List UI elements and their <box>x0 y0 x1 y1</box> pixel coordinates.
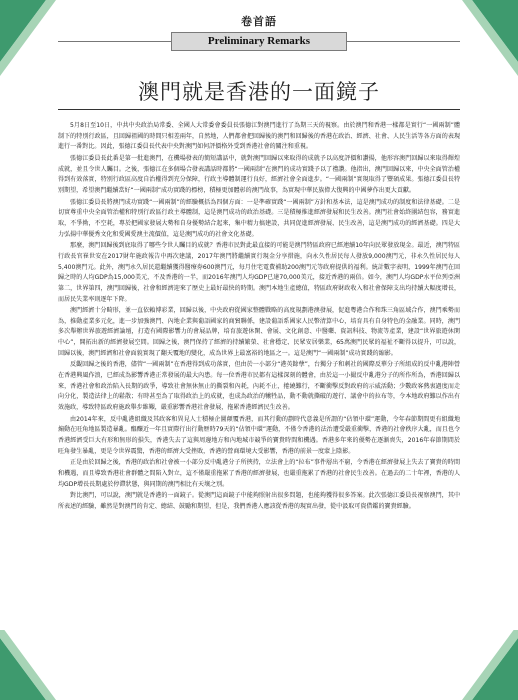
paragraph: 由2014年來，反中亂港組織及其政客和異見人士積極企圖顛覆香港，而其行動的劃時代意義是所謂的“佔領中環”運動，令年春節期間更有組織地煽動在旺角地區製造暴亂。醞釀近一年且實際行出行動歷時79天的“佔領中環”運動，不僅令香港的法治遭受嚴重衝擊，香港的社會秩序大亂，而且也令香港經濟受巨大有形和無形的損失，香港失去了這與周邊地方和內地城市競爭的寶貴時間和機遇。香港多年來的優勢在逐漸喪失，2016年春節期間於旺角發生暴亂，更是令世界震驚，香港的經濟大受挫敗，香港的營商環境大受影響，香港的前景一度蒙上陰影。 <box>58 415 460 455</box>
paragraph: 反觀回歸之後的香港，儘管“一國兩制”在香港得到成功落實，但由於一小部分“港英餘孽”，台獨分子和刺社的國際反華分子所組成的反中亂港陣營在香港興風作浪，已經成為影響香港正常發展的最大內患。每一位香港市民都有這樣深刻的體會，由於這一小撮反中亂港分子的所作所為，香港回歸以來，香港社會和政治陷入長期的政爭，導致社會無休無止的撕裂和內耗，內耗不止，捲繞難行，不斷衝擊反對政府的示威活動；少數政客熱衷過度而走向分化，製造法律上的鬆散；有時甚至為了取得政治上的成就，也成為政治的犧牲品，動不動就撕破的遊行、議會中的拉布等，令本地政府難以作出有效施政，導致特區政府施政舉步維艱，嚴重影響香港社會發展，拖累香港經濟民生改善。 <box>58 361 460 412</box>
title-divider <box>58 109 460 110</box>
section-label: 卷首語 <box>241 15 277 28</box>
paragraph: 澳門經濟十分畸形，並一直依賴博彩業，回歸以後，中央政府從國家整體戰略的高度規劃港澳發展，促進粵港合作和珠三角區域合作，澳門乘勢而為，推動產業多元化，進一步加強澳門、內地企業與葡語國家的商貿聯係，建設葡語系國家人民幣清算中心，培育具有自身特色的金融業。同時，澳門多次舉辦世界旅遊經濟論壇，打造有國際影響力的會展品牌，培育旅遊休閑、會展、文化創意、中醫藥、資訊科技、物流等產業，建設“世界旅遊休閑中心”，開拓出新的經濟發展空間。回歸之後，澳門保持了經濟的持續繁榮、社會穩定、民眾安居樂業，65萬澳門民眾的福祉不斷得以提升，可以說，回歸以後，澳門經濟和社會面貌實現了翻天覆地的變化，成為世界上最富裕的地區之一。這是澳門“一國兩制”成功實踐的縮影。 <box>58 307 460 357</box>
top-right-corner-decoration <box>458 0 518 80</box>
article-body <box>58 121 460 689</box>
paragraph: 正是由於回歸之後，香港的政治和社會被一小部分反中亂港分子所挾持，立法會上的“拉布”事件層出不窮，令香港在經濟發展上失去了寶貴的時間和機遇，而且導致香港社會群體之間陷入對立，這不僅嚴重拖累了香港的經濟發展，也嚴重拖累了香港的社會民生改善。在過去的二十年裡，香港的人均GDP增長長期處於停滯狀態，與同期的澳門相比有天壤之別。 <box>58 459 460 488</box>
paragraph: 張德江委員長此番是第一批進澳門，在機場發表的簡短講話中，就對澳門回歸以來取得的成就予以高度評價和讚揚，他形容澳門回歸以來取得輝煌成就，並且令世人矚目。之後，張德江在多個場合發表講話時都將“一國兩制”在澳門的成功實踐予以了禮讚。他指出，澳門回歸以來，中央全面管治權得到有效落實，特別行政區高度自治權得到充分保障，行政主導體制運行良好，經濟社會全面進步。“一國兩制”實現取得了豐碩成果。張德江委員長特別期望，希望澳門繼續當好“一國兩制”成功實踐的標榜，積極更加體彰的澳門故事，為實現中華民族偉大復興的中國夢作出更大貢獻。 <box>58 154 460 194</box>
paragraph: 張德江委員長將澳門成功實踐“一國兩制”的經驗概括為四個方面：一是準確實踐“一國兩制”方針和基本法，這是澳門成功的制度和法律基礎。二是切實尊重中央全面管治權和特別行政區行政主導體制，這是澳門成功的政治基礎。三是積極推進經濟發展和民生改善。澳門社會始終團結包容，務實進取，不爭拗，不空耗，專於把國家發展大勢和自身優勢結合起來，集中精力搞建設，共同促進經濟發展、民生改善，這是澳門成功的經濟基礎。四是大力弘揚中華優秀文化和愛國愛澳主流價值，這是澳門成功的社會文化基礎。 <box>58 198 460 238</box>
paragraph: 5月8日至10日，中共中央政治局常委、全國人大常委會委員長張德江對澳門進行了為期三天的視察。由於澳門和香港一樣都是實行“一國兩制”體制下的特別行政區，且回歸祖國的時間只相差兩年，自然地，人們都會把回歸後的澳門和回歸後的香港在政治、經濟、社會、人民生活等各方面的表現進行一番對比。因此，張德江委員長代表中央對澳門如何評價格外受到香港社會的關注和重視。 <box>58 122 460 151</box>
bottom-left-corner-decoration <box>0 630 60 700</box>
top-left-corner-decoration <box>0 0 60 80</box>
paragraph: 對比澳門，可以說，澳門就是香港的一面鏡子。從澳門這面鏡子中能夠照射出很多問題，也能夠獲得很多答案。此次張德江委員長視察澳門，其中所表述的經驗，雖然是對澳門的肯定、總結、鼓勵和期望，但是，我們香港人應該從香港的現實出發，從中汲取可資借鑑的寶貴經驗。 <box>58 492 460 510</box>
section-english-label: Preliminary Remarks <box>171 32 347 51</box>
header-rule-left <box>58 41 171 42</box>
article-title: 澳門就是香港的一面鏡子 <box>138 80 380 104</box>
paragraph: 那麼，澳門回歸後到底取得了哪些令世人矚目的成就？香港市民對此最直接的可能是澳門特區政府已經連續10年向民眾發放現金。最近，澳門特區行政長官崔世安在2017財年施政報告中再次建議，2017年澳門將繼續實行現金分享措施，向永久性居民每人發放9,000澳門元，非永久性居民每人5,400澳門元。此外，澳門永久居民還繼續獲得醫療券600澳門元，每月住宅電費補助200澳門元等政府提供的福利。統計數字表明，1999年澳門在回歸之時的人均GDP為15,000美元，不及香港的一半，而2016年澳門人均GDP已達70,000美元，接近香港的兩倍。如今，澳門人均GDP水平位列亞洲第二，世界第四，澳門回歸後，社會和經濟迎來了歷史上最好最快的時期。澳門本地生產總值，特區政府財政收入和社會保障支出均持續大幅度增長，而居民失業率則逐年下降。 <box>58 242 460 303</box>
header-rule-right <box>347 41 460 42</box>
bottom-right-corner-decoration <box>458 630 518 700</box>
